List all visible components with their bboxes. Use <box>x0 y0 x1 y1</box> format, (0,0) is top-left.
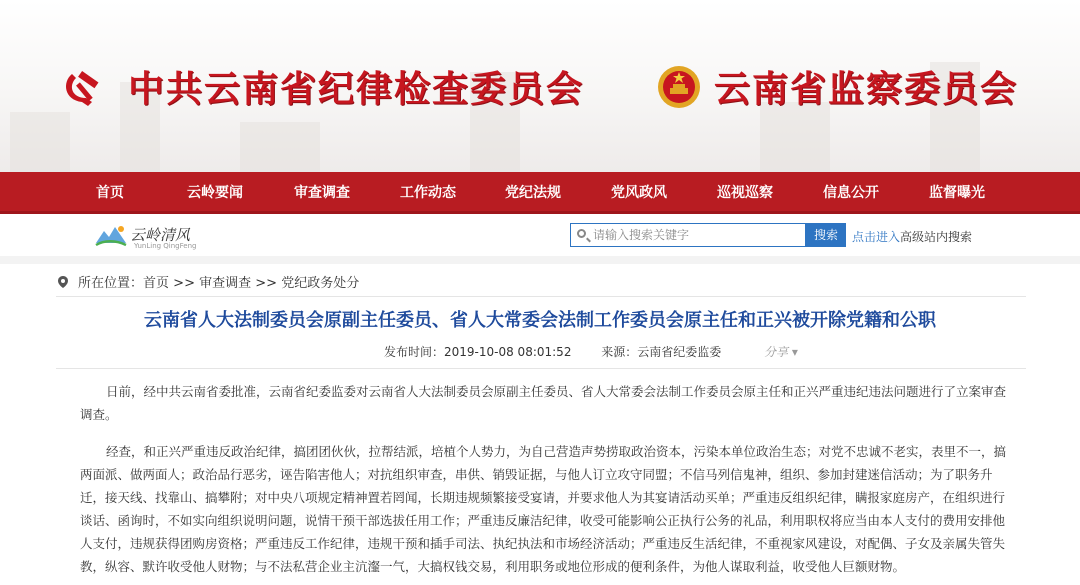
divider <box>56 368 1026 369</box>
breadcrumb-label: 所在位置： <box>78 276 144 291</box>
divider <box>56 296 1026 297</box>
chevron-down-icon: ▾ <box>791 345 798 359</box>
logo-text: 云岭清风 <box>130 226 191 244</box>
advanced-search-text: 高级站内搜索 <box>900 230 973 244</box>
breadcrumb-separator: >> <box>173 276 195 291</box>
logo-search-bar <box>0 214 1080 256</box>
banner-background-building <box>240 122 320 172</box>
banner-title-supervision: 云南省监察委员会 <box>714 68 1019 110</box>
share-label: 分享 <box>764 345 789 359</box>
search-box <box>570 223 806 247</box>
site-banner <box>0 0 1080 172</box>
nav-item-home[interactable]: 首页 <box>96 185 124 201</box>
nav-item-exposure[interactable]: 监督曝光 <box>929 185 985 201</box>
banner-title-commission: 中共云南省纪律检查委员会 <box>128 68 585 110</box>
nav-item-regulations[interactable]: 党纪法规 <box>505 185 561 201</box>
article-meta <box>384 343 798 360</box>
advanced-search <box>852 228 972 245</box>
nav-item-disclosure[interactable]: 信息公开 <box>823 185 879 201</box>
nav-item-investigation[interactable]: 审查调查 <box>294 185 350 201</box>
breadcrumb-separator: >> <box>255 276 278 291</box>
logo-pinyin: YunLing QingFeng <box>134 242 197 250</box>
article-paragraph: 经查，和正兴严重违反政治纪律，搞团团伙伙，拉帮结派，培植个人势力，为自己营造声势捞取政治资本，污染本单位政治生态；对党不忠诚不老实，表里不一，搞两面派、做两面人；政治品行恶劣，诬告陷害他人；对抗组织审查，串供、销毁证据，与他人订立攻守同盟；不信马列信鬼神，组织、参加封建迷信活动；为了职务升迁，接天线、找靠山、搞攀附；对中央八项规定精神置若罔闻，长期违规频繁接受宴请，并要求他人为其宴请活动买单；严重违反组织纪律，瞒报家庭房产，在组织进行谈话、函询时，不如实向组织说明问题，说情干预干部选拔任用工作；严重违反廉洁纪律，收受可能影响公正执行公务的礼品，利用职权将应当由本人支付的费用安排他人支付，违规获得团购房资格；严重违反工作纪律，违规干预和插手司法、执纪执法和市场经济活动；严重违反生活纪律，不重视家风建设，对配偶、子女及亲属失管失教，纵容、默许收受他人财物；与不法私营企业主沆瀣一气，大搞权钱交易，利用职务或地位形成的便利条件，为他人谋取利益，收受他人巨额财物。 <box>80 444 1007 574</box>
breadcrumb <box>56 272 359 291</box>
share-button[interactable] <box>764 343 798 360</box>
mountain-logo-icon <box>94 223 128 249</box>
search-icon <box>577 229 586 238</box>
nav-item-inspection[interactable]: 巡视巡察 <box>717 185 773 201</box>
article-title: 云南省人大法制委员会原副主任委员、省人大常委会法制工作委员会原主任和正兴被开除党籍和公职 <box>144 310 936 331</box>
nav-item-work-updates[interactable]: 工作动态 <box>400 185 456 201</box>
breadcrumb-investigation[interactable]: 审查调查 <box>199 276 252 291</box>
section-divider <box>0 256 1080 264</box>
breadcrumb-discipline[interactable]: 党纪政务处分 <box>281 276 360 291</box>
article-paragraph: 日前，经中共云南省委批准，云南省纪委监委对云南省人大法制委员会原副主任委员、省人大常委会法制工作委员会原主任和正兴严重违纪违法问题进行了立案审查调查。 <box>80 384 1007 422</box>
national-emblem-icon <box>656 64 702 110</box>
nav-item-news[interactable]: 云岭要闻 <box>187 185 243 201</box>
search-input[interactable] <box>593 226 799 244</box>
site-logo[interactable] <box>94 222 214 250</box>
main-nav <box>0 172 1080 214</box>
breadcrumb-home[interactable]: 首页 <box>143 276 170 291</box>
article-source: 来源：云南省纪委监委 <box>601 345 722 359</box>
search-button[interactable]: 搜索 <box>806 223 846 247</box>
banner-background-building <box>10 112 70 172</box>
publish-time: 发布时间：2019-10-08 08:01:52 <box>384 345 572 359</box>
advanced-search-link[interactable]: 点击进入 <box>852 230 901 244</box>
nav-item-conduct[interactable]: 党风政风 <box>611 185 667 201</box>
hammer-sickle-icon <box>58 68 106 108</box>
banner-background-building <box>760 102 830 172</box>
location-pin-icon <box>56 275 70 289</box>
